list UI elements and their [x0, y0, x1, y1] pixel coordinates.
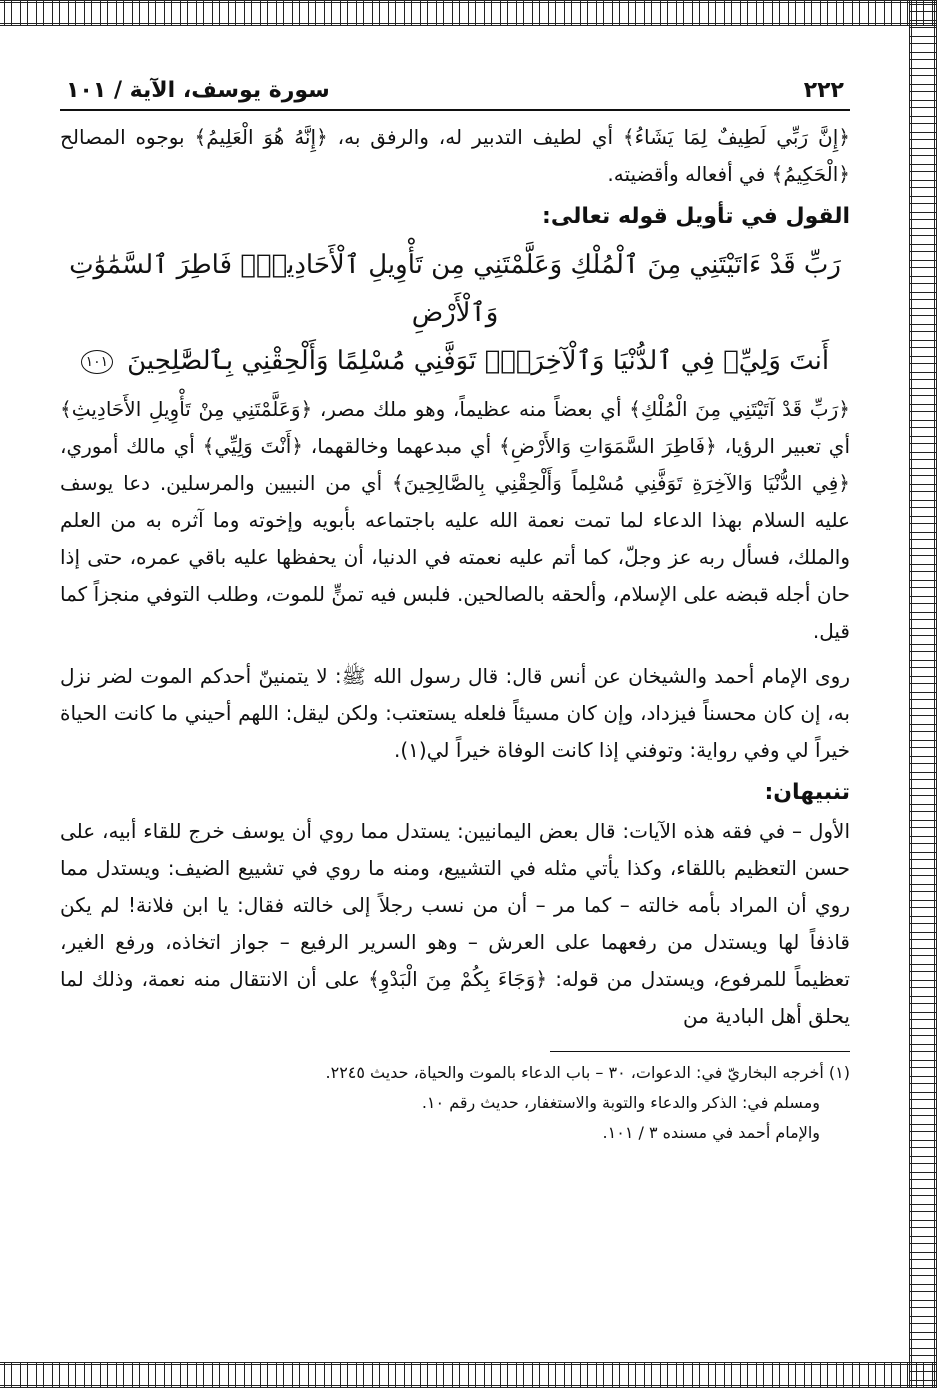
section-heading-notes: تنبيهان:: [764, 780, 850, 805]
book-page: [60, 78, 850, 1148]
section-heading: القول في تأويل قوله تعالى:: [542, 204, 850, 229]
paragraph-hadith: روى الإمام أحمد والشيخان عن أنس قال: قال رسول الله ﷺ: لا يتمنينّ أحدكم الموت لضر نزل به، إن كان محسناً فيزداد، وإن كان مسيئاً فلعله يستعتب: ولكن ليقل: اللهم أحيني ما كانت الحياة خيراً لي وفي رواية: وتوفني إذا كانت الوفاة خيراً لي(١).: [60, 664, 850, 762]
frame-border-bottom: [0, 1362, 937, 1388]
footnotes: [60, 1058, 850, 1148]
paragraph-commentary-2: ﴿رَبِّ قَدْ آتَيْتَنِي مِنَ الْمُلْكِ﴾ أي بعضاً منه عظيماً، وهو ملك مصر، ﴿وَعَلَّمْتَنِي مِنْ تَأْوِيلِ الأَحَادِيثِ﴾ أي تعبير الرؤيا، ﴿فَاطِرَ السَّمَوَاتِ وَالأَرْضِ﴾ أي مبدعهما وخالقهما، ﴿أَنْتَ وَلِيِّي﴾ أي مالك أموري، ﴿فِي الدُّنْيَا وَالآخِرَةِ تَوَفَّنِي مُسْلِماً وَأَلْحِقْنِي بِالصَّالِحِينَ﴾ أي من النبيين والمرسلين. دعا يوسف عليه السلام بهذا الدعاء لما تمت نعمة الله عليه باجتماعه بأبويه وإخوته وما آثره به من العلم والملك، فسأل ربه عز وجلّ، كما أتم عليه نعمته في الدنيا، أن يحفظها عليه باقي عمره، حتى إذا حان أجله قبضه على الإسلام، وألحقه بالصالحين. فلبس فيه تمنٍّ للموت، وطلب التوفي منجزاً كما قيل.: [60, 397, 850, 643]
footnote-1-cont-b: والإمام أحمد في مسنده ٣ / ١٠١.: [602, 1123, 820, 1142]
ayah-number-marker: ١٠١: [81, 350, 113, 374]
footnote-1: (١) أخرجه البخاريّ في: الدعوات، ٣٠ – باب الدعاء بالموت والحياة، حديث ٢٢٤٥.: [325, 1063, 850, 1082]
page-number: ٢٢٢: [803, 78, 844, 103]
quran-verse: [60, 241, 850, 385]
running-header: [60, 78, 850, 111]
verse-line-2: [60, 337, 850, 385]
frame-border-top: [0, 0, 937, 26]
verse-line-1: رَبِّ قَدْ ءَاتَيْتَنِي مِنَ ٱلْمُلْكِ وَعَلَّمْتَنِي مِن تَأْوِيلِ ٱلْأَحَادِيثِۚ فَاطِرَ ٱلسَّمَٰوَٰتِ وَٱلْأَرْضِ: [69, 250, 841, 328]
footnote-separator: [550, 1051, 850, 1052]
footnote-1-cont-a: ومسلم في: الذكر والدعاء والتوبة والاستغفار، حديث رقم ١٠.: [421, 1093, 820, 1112]
paragraph-commentary-1: ﴿إِنَّ رَبِّي لَطِيفٌ لِمَا يَشَاءُ﴾ أي لطيف التدبير له، والرفق به، ﴿إِنَّهُ هُوَ الْعَلِيمُ﴾ بوجوه المصالح ﴿الْحَكِيمُ﴾ في أفعاله وأقضيته.: [60, 125, 850, 186]
paragraph-notes-first: الأول – في فقه هذه الآيات: قال بعض اليمانيين: يستدل مما روي أن يوسف خرج للقاء أبيه، على حسن التعظيم باللقاء، وكذا يأتي مثله في التشييع، ومنه ما روي في تشييع الضيف: ويستدل مما روي أن المراد بأمه خالته – كما مر – أن من نسب رجلاً إلى خالته فقال: يا ابن فلانة! لم يكن قاذفاً لها ويستدل من رفعهما على العرش – وهو السرير الرفيع – جواز اتخاذه، ورفع الغير، تعظيماً للمرفوع، ويستدل من قوله: ﴿وَجَاءَ بِكُمْ مِنَ الْبَدْوِ﴾ على أن الانتقال منه نعمة، وذلك لما يحلق أهل البادية من: [60, 819, 850, 1028]
frame-border-right: [909, 0, 937, 1388]
verse-line-2-text: أَنتَ وَلِيِّۦ فِي ٱلدُّنْيَا وَٱلْآخِرَةِۖ تَوَفَّنِي مُسْلِمًا وَأَلْحِقْنِي بِٱلصَّٰلِحِينَ: [127, 346, 830, 376]
running-title: سورة يوسف، الآية / ١٠١: [66, 78, 330, 103]
